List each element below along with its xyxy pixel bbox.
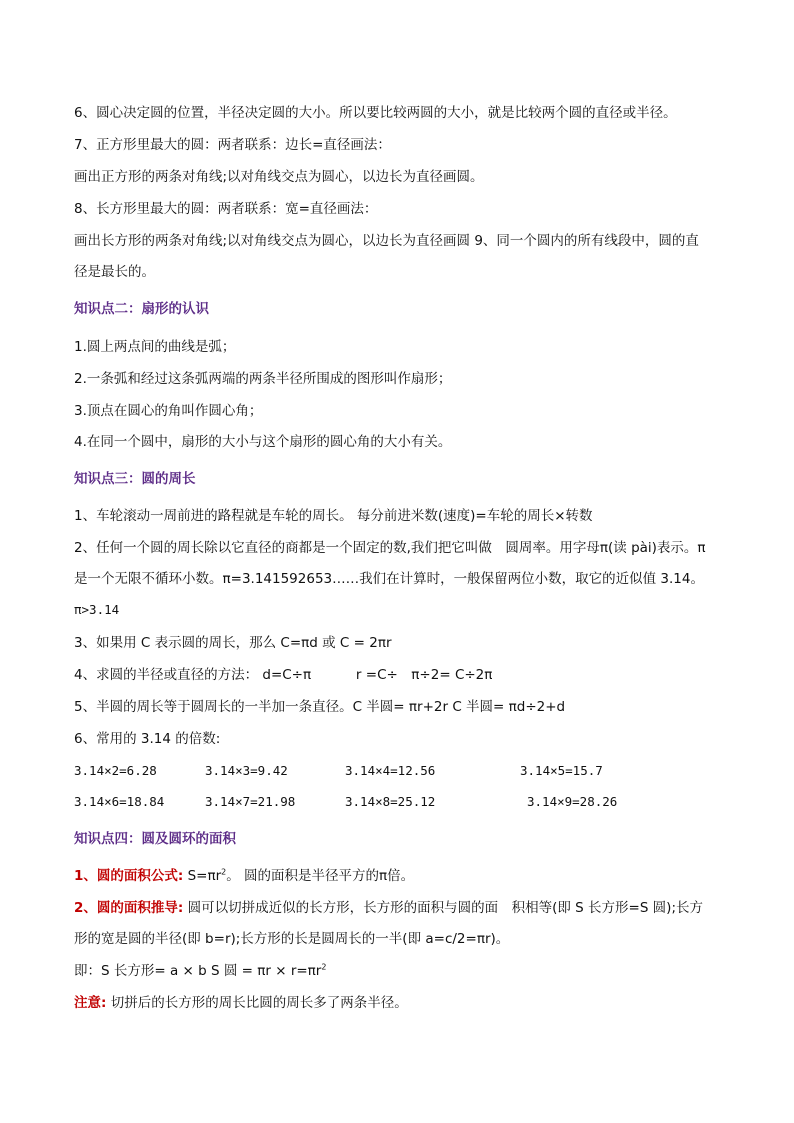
area-item-3: [74, 961, 326, 981]
section-heading-area: 知识点四：圆及圆环的面积: [74, 831, 236, 847]
sector-item-3: 3.顶点在圆心的角叫作圆心角；: [74, 403, 263, 419]
circle-item-7-method: 画出正方形的两条对角线;以对角线交点为圆心，以边长为直径画圆。: [74, 169, 484, 185]
multiple-cell: 3.14×9=28.26: [527, 794, 618, 809]
circumference-item-6: 6、常用的 3.14 的倍数:: [74, 731, 221, 747]
sector-item-2: 2.一条弧和经过这条弧两端的两条半径所围成的图形叫作扇形；: [74, 371, 452, 387]
section-heading-circumference: 知识点三：圆的周长: [74, 471, 196, 487]
area-item-2: [74, 898, 703, 918]
area-note: [74, 993, 408, 1013]
multiple-cell: 3.14×6=18.84: [74, 794, 165, 809]
sector-item-4: 4.在同一个圆中，扇形的大小与这个扇形的圆心角的大小有关。: [74, 434, 452, 450]
multiple-cell: 3.14×8=25.12: [345, 794, 436, 809]
section-heading-sector: 知识点二：扇形的认识: [74, 301, 209, 317]
note-text: 切拼后的长方形的周长比圆的周长多了两条半径。: [106, 995, 408, 1011]
circumference-item-4: 4、求圆的半径或直径的方法： d=C÷π r =C÷ π÷2= C÷2π: [74, 667, 493, 683]
circumference-item-3: 3、如果用 C 表示圆的周长，那么 C=πd 或 C = 2πr: [74, 635, 392, 651]
sector-item-1: 1.圆上两点间的曲线是弧；: [74, 339, 236, 355]
multiple-cell: 3.14×4=12.56: [345, 763, 436, 778]
circle-item-6: 6、圆心决定圆的位置，半径决定圆的大小。所以要比较两圆的大小，就是比较两个圆的直径或半径。: [74, 105, 677, 121]
area-item-2-cont: 形的宽是圆的半径(即 b=r);长方形的长是圆周长的一半(即 a=c/2=πr)。: [74, 931, 510, 947]
circumference-item-1: 1、车轮滚动一周前进的路程就是车轮的周长。 每分前进米数(速度)=车轮的周长×转数: [74, 508, 593, 524]
multiple-cell: 3.14×3=9.42: [205, 763, 288, 778]
circle-item-7: 7、正方形里最大的圆：两者联系：边长=直径画法：: [74, 137, 391, 153]
area-equation: 即：S 长方形= a × b S 圆 = πr × r=πr: [74, 963, 322, 979]
area-formula-exponent: 2: [221, 867, 227, 877]
circumference-item-5: 5、半圆的周长等于圆周长的一半加一条直径。C 半圆= πr+2r C 半圆= πd÷2+d: [74, 699, 566, 715]
circle-item-8: 8、长方形里最大的圆：两者联系：宽=直径画法：: [74, 201, 378, 217]
area-item-2-label: 2、圆的面积推导:: [74, 900, 184, 916]
note-label: 注意:: [74, 995, 107, 1011]
multiple-cell: 3.14×5=15.7: [520, 763, 603, 778]
area-formula-note: 。 圆的面积是半径平方的π倍。: [226, 868, 415, 884]
area-item-1-label: 1、圆的面积公式:: [74, 868, 184, 884]
circle-item-8-method-cont: 径是最长的。: [74, 264, 155, 280]
area-equation-exponent: 2: [321, 962, 327, 972]
area-formula: S=πr: [183, 868, 222, 884]
area-derivation-text: 圆可以切拼成近似的长方形，长方形的面积与圆的面 积相等(即 S 长方形=S 圆);长方: [183, 900, 703, 916]
multiple-cell: 3.14×7=21.98: [205, 794, 296, 809]
circle-item-8-method: 画出长方形的两条对角线;以对角线交点为圆心，以边长为直径画圆 9、同一个圆内的所有线段中，圆的直: [74, 233, 699, 249]
circumference-item-2: 2、任何一个圆的周长除以它直径的商都是一个固定的数,我们把它叫做 圆周率。用字母π(读 pài)表示。π: [74, 540, 706, 556]
area-item-1: [74, 866, 414, 886]
circumference-item-2-cont: 是一个无限不循环小数。π=3.141592653……我们在计算时，一般保留两位小数，取它的近似值 3.14。: [74, 571, 704, 587]
circumference-item-2-pi: π>3.14: [74, 602, 120, 617]
multiple-cell: 3.14×2=6.28: [74, 763, 157, 778]
